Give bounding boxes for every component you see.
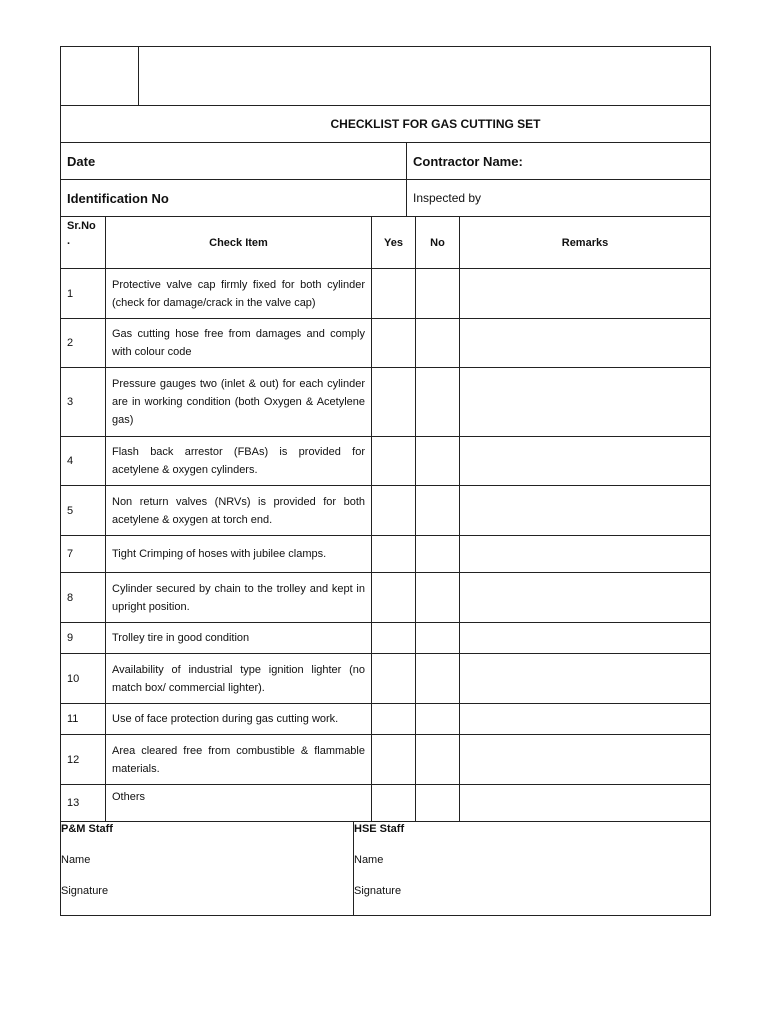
table-row: [61, 573, 711, 623]
company-cell: [139, 47, 711, 106]
remarks-cell[interactable]: [460, 368, 711, 437]
no-cell[interactable]: [416, 536, 460, 573]
pm-signature-field[interactable]: Signature: [61, 885, 109, 897]
sr-no: 10: [61, 654, 106, 704]
yes-cell[interactable]: [372, 654, 416, 704]
srno-header-bottom: .: [67, 235, 71, 247]
yes-cell[interactable]: [372, 704, 416, 735]
no-header: No: [416, 217, 460, 269]
sr-no: 2: [61, 319, 106, 368]
yes-cell[interactable]: [372, 785, 416, 822]
identification-no-field[interactable]: Identification No: [61, 180, 407, 217]
table-row: [61, 536, 711, 573]
check-item: Gas cutting hose free from damages and comply with colour code: [106, 319, 372, 368]
check-item: Others: [106, 785, 372, 822]
check-item: Use of face protection during gas cutting work.: [106, 704, 372, 735]
pm-name-field[interactable]: Name: [61, 854, 91, 866]
table-row: [61, 486, 711, 536]
no-cell[interactable]: [416, 319, 460, 368]
table-row: [61, 368, 711, 437]
remarks-cell[interactable]: [460, 785, 711, 822]
header-table: [60, 46, 711, 217]
yes-cell[interactable]: [372, 437, 416, 486]
check-item: Cylinder secured by chain to the trolley and kept in upright position.: [106, 573, 372, 623]
remarks-cell[interactable]: [460, 735, 711, 785]
no-cell[interactable]: [416, 486, 460, 536]
no-cell[interactable]: [416, 437, 460, 486]
yes-cell[interactable]: [372, 573, 416, 623]
yes-cell[interactable]: [372, 486, 416, 536]
remarks-cell[interactable]: [460, 536, 711, 573]
no-cell[interactable]: [416, 573, 460, 623]
yes-cell[interactable]: [372, 536, 416, 573]
signoff-table: [60, 821, 711, 916]
table-row: [61, 735, 711, 785]
check-item: Flash back arrestor (FBAs) is provided for acetylene & oxygen cylinders.: [106, 437, 372, 486]
check-item: Area cleared free from combustible & flammable materials.: [106, 735, 372, 785]
remarks-cell[interactable]: [460, 269, 711, 319]
sr-no: 13: [61, 785, 106, 822]
table-row: [61, 623, 711, 654]
table-row: [61, 654, 711, 704]
check-item: Non return valves (NRVs) is provided for both acetylene & oxygen at torch end.: [106, 486, 372, 536]
sr-no: 7: [61, 536, 106, 573]
srno-header-top: Sr.No: [67, 220, 96, 232]
date-field[interactable]: Date: [61, 143, 407, 180]
remarks-cell[interactable]: [460, 319, 711, 368]
remarks-header: Remarks: [460, 217, 711, 269]
sr-no: 4: [61, 437, 106, 486]
hse-signature-field[interactable]: Signature: [354, 885, 402, 897]
no-cell[interactable]: [416, 654, 460, 704]
no-cell[interactable]: [416, 269, 460, 319]
remarks-cell[interactable]: [460, 486, 711, 536]
check-item: Availability of industrial type ignition lighter (no match box/ commercial lighter).: [106, 654, 372, 704]
sr-no: 9: [61, 623, 106, 654]
check-item: Tight Crimping of hoses with jubilee clamps.: [106, 536, 372, 573]
sr-no: 1: [61, 269, 106, 319]
page-title: CHECKLIST FOR GAS CUTTING SET: [61, 106, 711, 143]
check-item-header: Check Item: [106, 217, 372, 269]
srno-header: [61, 217, 106, 269]
sr-no: 12: [61, 735, 106, 785]
sr-no: 8: [61, 573, 106, 623]
sr-no: 11: [61, 704, 106, 735]
yes-cell[interactable]: [372, 368, 416, 437]
remarks-cell[interactable]: [460, 704, 711, 735]
hse-staff-label: HSE Staff: [354, 823, 405, 835]
yes-cell[interactable]: [372, 735, 416, 785]
hse-name-field[interactable]: Name: [354, 854, 384, 866]
table-row: [61, 704, 711, 735]
inspected-by-field[interactable]: Inspected by: [407, 180, 711, 217]
checklist-header-row: [61, 217, 711, 269]
pm-staff-section: [61, 822, 354, 916]
no-cell[interactable]: [416, 368, 460, 437]
check-item: Protective valve cap firmly fixed for both cylinder (check for damage/crack in the valve cap): [106, 269, 372, 319]
remarks-cell[interactable]: [460, 573, 711, 623]
yes-cell[interactable]: [372, 269, 416, 319]
no-cell[interactable]: [416, 623, 460, 654]
yes-header: Yes: [372, 217, 416, 269]
sr-no: 3: [61, 368, 106, 437]
remarks-cell[interactable]: [460, 654, 711, 704]
no-cell[interactable]: [416, 785, 460, 822]
table-row: [61, 319, 711, 368]
no-cell[interactable]: [416, 735, 460, 785]
table-row: [61, 269, 711, 319]
contractor-name-field[interactable]: Contractor Name:: [407, 143, 711, 180]
table-row: [61, 437, 711, 486]
yes-cell[interactable]: [372, 623, 416, 654]
checklist-table: [60, 216, 711, 822]
logo-cell: [61, 47, 139, 106]
yes-cell[interactable]: [372, 319, 416, 368]
check-item: Trolley tire in good condition: [106, 623, 372, 654]
check-item: Pressure gauges two (inlet & out) for each cylinder are in working condition (both Oxygen & Acetylene gas): [106, 368, 372, 437]
no-cell[interactable]: [416, 704, 460, 735]
sr-no: 5: [61, 486, 106, 536]
remarks-cell[interactable]: [460, 623, 711, 654]
remarks-cell[interactable]: [460, 437, 711, 486]
table-row: [61, 785, 711, 822]
pm-staff-label: P&M Staff: [61, 823, 113, 835]
hse-staff-section: [354, 822, 711, 916]
checklist-sheet: [60, 46, 710, 916]
